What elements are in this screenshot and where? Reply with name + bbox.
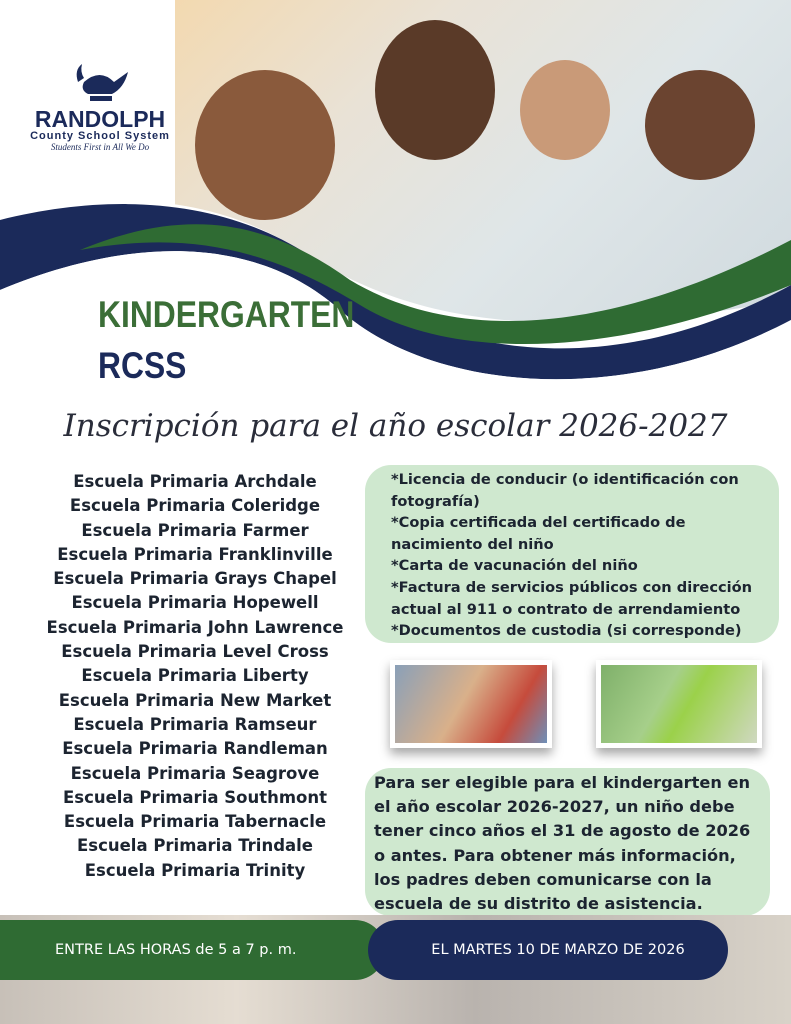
district-logo xyxy=(20,60,180,152)
school-item: Escuela Primaria Trindale xyxy=(76,836,313,856)
logo-name: RANDOLPH xyxy=(34,106,166,132)
school-item: Escuela Primaria Seagrove xyxy=(70,763,320,783)
school-list xyxy=(20,470,370,883)
school-item: Escuela Primaria Coleridge xyxy=(69,496,321,516)
school-item: Escuela Primaria Southmont xyxy=(63,787,327,807)
school-item: Escuela Primaria Hopewell xyxy=(71,593,319,613)
school-item: Escuela Primaria John Lawrence xyxy=(46,617,344,637)
requirement-item: *Carta de vacunación del niño xyxy=(391,557,638,575)
requirement-item: *Factura de servicios públicos con dirección actual al 911 o contrato de arrendamiento xyxy=(391,578,753,618)
requirement-item: *Copia certificada del certificado de nacimiento del niño xyxy=(391,514,686,553)
school-item: Escuela Primaria Farmer xyxy=(81,520,309,540)
child-figure xyxy=(645,70,755,180)
school-item: Escuela Primaria Trinity xyxy=(84,860,306,880)
registration-heading: Inscripción para el año escolar 2026-2027 xyxy=(63,408,728,444)
school-item: Escuela Primaria Liberty xyxy=(81,666,309,686)
school-item: Escuela Primaria Ramseur xyxy=(73,714,317,734)
hours-banner: ENTRE LAS HORAS de 5 a 7 p. m. xyxy=(0,920,385,980)
photo-girl-backpack xyxy=(596,660,762,748)
eligibility-box: Para ser elegible para el kindergarten en el año escolar 2026-2027, un niño debe tener cinco años el 31 de agosto de 2026 o antes. Para obtener más información, los padres deben comunicarse con la escuela de su distrito de asistencia. xyxy=(365,768,770,916)
logo-tagline: Students First in All We Do xyxy=(50,142,150,152)
school-item: Escuela Primaria Level Cross xyxy=(61,642,329,662)
child-figure xyxy=(375,20,495,160)
child-figure xyxy=(520,60,610,160)
requirement-item: *Licencia de conducir (o identificación con fotografía) xyxy=(391,471,739,510)
school-item: Escuela Primaria Randleman xyxy=(62,739,328,759)
logo-subtitle: County School System xyxy=(30,130,170,142)
school-item: Escuela Primaria Tabernacle xyxy=(63,812,327,832)
title-rcss: RCSS xyxy=(98,345,187,386)
school-item: Escuela Primaria Grays Chapel xyxy=(53,569,337,589)
date-banner: EL MARTES 10 DE MARZO DE 2026 xyxy=(368,920,728,980)
school-item: Escuela Primaria Franklinville xyxy=(57,544,333,564)
school-item: Escuela Primaria New Market xyxy=(58,690,332,710)
school-item: Escuela Primaria Archdale xyxy=(73,472,317,491)
requirements-box xyxy=(365,465,779,643)
requirement-item: *Documentos de custodia (si corresponde) xyxy=(391,622,742,640)
photo-boy-smiling xyxy=(390,660,552,748)
lamp-icon xyxy=(70,60,130,104)
title-kindergarten: KINDERGARTEN xyxy=(98,294,355,335)
